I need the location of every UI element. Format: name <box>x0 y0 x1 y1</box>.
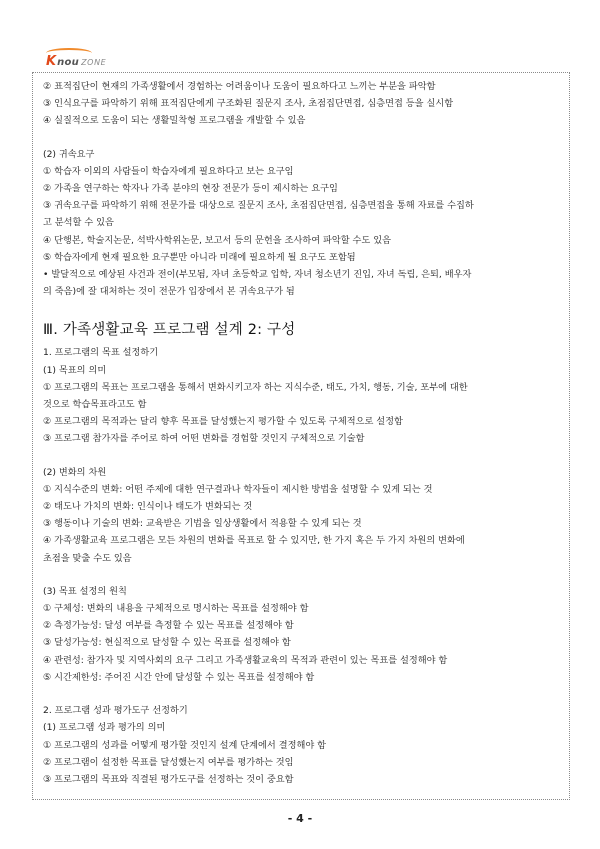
body-line: ④ 가족생활교육 프로그램은 모든 차원의 변화를 목표로 할 수 있지만, 한 가지 혹은 두 가지 차원의 변화에 <box>43 535 465 547</box>
body-line: ③ 프로그램 참가자를 주어로 하여 어떤 변화를 경험할 것인지 구체적으로 기술함 <box>43 433 365 445</box>
logo-zone: ZONE <box>81 58 107 67</box>
body-line: ⑤ 시간제한성: 주어진 시간 안에 달성할 수 있는 목표를 설정해야 함 <box>43 671 315 683</box>
body-line: ③ 달성가능성: 현실적으로 달성할 수 있는 목표를 설정해야 함 <box>43 637 291 649</box>
page-number: - 4 - <box>287 812 313 825</box>
body-line: ③ 프로그램의 목표와 직결된 평가도구를 선정하는 것이 중요함 <box>43 773 294 785</box>
logo-arc <box>46 48 92 58</box>
subsection-title: (1) 프로그램 성과 평가의 의미 <box>43 722 166 734</box>
knouzone-logo <box>46 52 106 68</box>
body-line: ⑤ 학습자에게 현재 필요한 요구뿐만 아니라 미래에 필요하게 될 요구도 포함됨 <box>43 251 356 263</box>
section-heading: Ⅲ. 가족생활교육 프로그램 설계 2: 구성 <box>43 322 296 339</box>
subsection-title: (3) 목표 설정의 원칙 <box>43 585 127 597</box>
body-line: ② 가족을 연구하는 학자나 가족 분야의 현장 전문가 등이 제시하는 요구임 <box>43 183 338 195</box>
body-line: ① 프로그램의 목표는 프로그램을 통해서 변화시키고자 하는 지식수준, 태도, 가치, 행동, 기술, 포부에 대한 <box>43 381 468 393</box>
subsection-title: 1. 프로그램의 목표 설정하기 <box>43 347 159 359</box>
body-line: ① 지식수준의 변화: 어떤 주제에 대한 연구결과나 학자들이 제시한 방법을 설명할 수 있게 되는 것 <box>43 483 433 495</box>
subsection-title: 2. 프로그램 성과 평가도구 선정하기 <box>43 705 188 717</box>
body-line: ② 프로그램의 목적과는 달리 향후 목표를 달성했는지 평가할 수 있도록 구체적으로 설정함 <box>43 416 403 428</box>
body-line: 것으로 학습목표라고도 함 <box>43 399 147 411</box>
subsection-title: (1) 목표의 의미 <box>43 364 107 376</box>
body-line: • 발달적으로 예상된 사건과 전이(부모됨, 자녀 초등학교 입학, 자녀 청소년기 진입, 자녀 독립, 은퇴, 배우자 <box>43 269 472 281</box>
body-line: 고 분석할 수 있음 <box>43 217 114 229</box>
body-line: ③ 귀속요구를 파악하기 위해 전문가를 대상으로 질문지 조사, 초점집단면접, 심층면접을 통해 자료를 수집하 <box>43 200 474 212</box>
body-line: 초점을 맞출 수도 있음 <box>43 552 132 564</box>
body-line: ③ 행동이나 기술의 변화: 교육받은 기법을 일상생활에서 적용할 수 있게 되는 것 <box>43 518 362 530</box>
body-line: ① 프로그램의 성과를 어떻게 평가할 것인지 설계 단계에서 결정해야 함 <box>43 739 327 751</box>
body-line: ② 측정가능성: 달성 여부를 측정할 수 있는 목표를 설정해야 함 <box>43 620 294 632</box>
body-line: ② 표적집단이 현재의 가족생활에서 경험하는 어려움이나 도움이 필요하다고 느끼는 부분을 파악함 <box>43 81 436 92</box>
subsection-title: (2) 귀속요구 <box>43 148 95 160</box>
subsection-title: (2) 변화의 차원 <box>43 466 107 478</box>
body-line: ③ 인식요구를 파악하기 위해 표적집단에게 구조화된 질문지 조사, 초점집단면접, 심층면접 등을 실시함 <box>43 98 454 110</box>
document-body <box>43 78 563 788</box>
body-line: ② 태도나 가치의 변화: 인식이나 태도가 변화되는 것 <box>43 501 253 513</box>
logo-nou: nou <box>57 57 80 68</box>
body-line: ① 학습자 이외의 사람들이 학습자에게 필요하다고 보는 요구임 <box>43 165 294 177</box>
logo-k: K <box>46 54 57 69</box>
body-line: ① 구체성: 변화의 내용을 구체적으로 명시하는 목표를 설정해야 함 <box>43 603 309 615</box>
body-line: ④ 실질적으로 도움이 되는 생활밀착형 프로그램을 개발할 수 있음 <box>43 115 306 127</box>
body-line: ④ 단행본, 학술지논문, 석박사학위논문, 보고서 등의 문헌을 조사하여 파악할 수도 있음 <box>43 234 391 246</box>
body-line: ② 프로그램이 설정한 목표를 달성했는지 여부를 평가하는 것임 <box>43 756 294 768</box>
body-line: ④ 관련성: 참가자 및 지역사회의 요구 그리고 가족생활교육의 목적과 관련이 있는 목표를 설정해야 함 <box>43 654 448 666</box>
body-line: 의 죽음)에 잘 대처하는 것이 전문가 입장에서 본 귀속요구가 됨 <box>43 286 295 298</box>
